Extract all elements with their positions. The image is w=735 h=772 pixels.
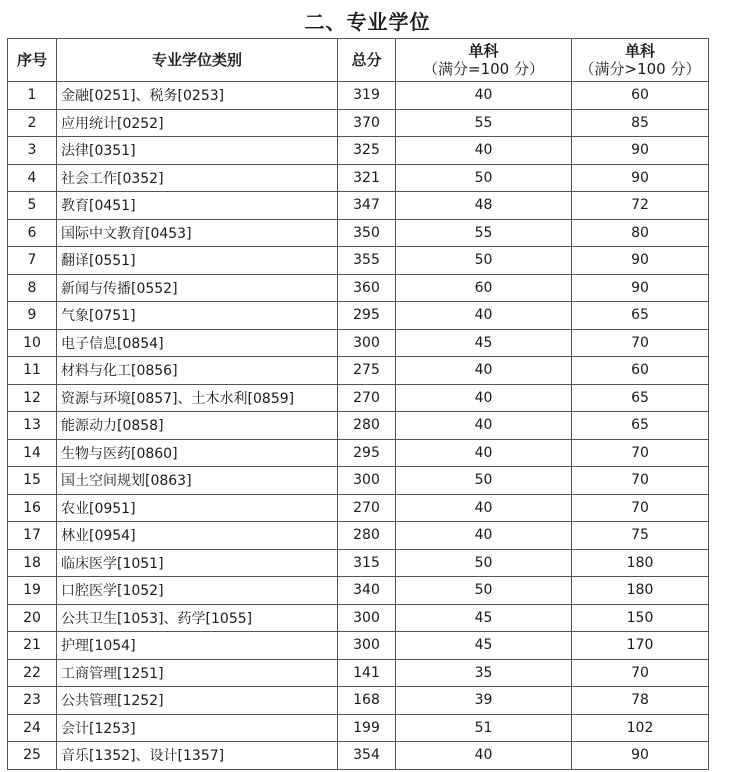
cell-single-100: 50	[396, 247, 572, 275]
table-row	[8, 82, 709, 110]
cell-seq: 19	[8, 577, 57, 605]
page-title: 二、专业学位	[304, 10, 431, 34]
cell-single-100: 35	[396, 659, 572, 687]
cell-single-100: 51	[396, 714, 572, 742]
cell-category: 能源动力[0858]	[57, 412, 338, 440]
cell-seq: 7	[8, 247, 57, 275]
table-header-row	[8, 39, 709, 82]
table-row	[8, 467, 709, 495]
table-row	[8, 302, 709, 330]
cell-total: 300	[338, 632, 396, 660]
cell-single-100: 48	[396, 192, 572, 220]
cell-single-100: 55	[396, 219, 572, 247]
cell-single-100: 40	[396, 82, 572, 110]
cell-single-gt100: 78	[572, 687, 709, 715]
cell-category: 生物与医药[0860]	[57, 439, 338, 467]
table-row	[8, 577, 709, 605]
cell-total: 370	[338, 109, 396, 137]
cell-single-100: 40	[396, 439, 572, 467]
table-row	[8, 549, 709, 577]
table-row	[8, 687, 709, 715]
cell-seq: 10	[8, 329, 57, 357]
cell-total: 280	[338, 412, 396, 440]
cell-total: 280	[338, 522, 396, 550]
cell-total: 360	[338, 274, 396, 302]
cell-total: 275	[338, 357, 396, 385]
cell-single-100: 40	[396, 742, 572, 770]
cell-total: 141	[338, 659, 396, 687]
cell-category: 林业[0954]	[57, 522, 338, 550]
cell-seq: 18	[8, 549, 57, 577]
cell-single-gt100: 90	[572, 137, 709, 165]
cell-seq: 23	[8, 687, 57, 715]
table-row	[8, 742, 709, 770]
cell-seq: 6	[8, 219, 57, 247]
cell-single-100: 40	[396, 412, 572, 440]
cell-seq: 24	[8, 714, 57, 742]
cell-single-100: 50	[396, 577, 572, 605]
cell-single-gt100: 180	[572, 549, 709, 577]
cell-total: 319	[338, 82, 396, 110]
cell-category: 国际中文教育[0453]	[57, 219, 338, 247]
cell-seq: 12	[8, 384, 57, 412]
cell-seq: 11	[8, 357, 57, 385]
cell-single-100: 40	[396, 302, 572, 330]
table-row	[8, 412, 709, 440]
cell-single-100: 40	[396, 494, 572, 522]
cell-single-gt100: 60	[572, 82, 709, 110]
cell-seq: 4	[8, 164, 57, 192]
cell-total: 270	[338, 384, 396, 412]
cell-single-gt100: 90	[572, 274, 709, 302]
table-row	[8, 247, 709, 275]
cell-single-gt100: 72	[572, 192, 709, 220]
cell-category: 气象[0751]	[57, 302, 338, 330]
table-row	[8, 632, 709, 660]
cell-total: 350	[338, 219, 396, 247]
cell-single-gt100: 102	[572, 714, 709, 742]
cell-single-100: 39	[396, 687, 572, 715]
cell-category: 农业[0951]	[57, 494, 338, 522]
cell-total: 168	[338, 687, 396, 715]
cell-seq: 21	[8, 632, 57, 660]
header-single-100-line1: 单科	[468, 42, 499, 60]
cell-seq: 9	[8, 302, 57, 330]
cell-category: 金融[0251]、税务[0253]	[57, 82, 338, 110]
cell-total: 295	[338, 439, 396, 467]
cell-single-100: 40	[396, 137, 572, 165]
cell-category: 公共卫生[1053]、药学[1055]	[57, 604, 338, 632]
cell-single-gt100: 70	[572, 439, 709, 467]
cell-seq: 15	[8, 467, 57, 495]
table-row	[8, 274, 709, 302]
cell-category: 电子信息[0854]	[57, 329, 338, 357]
cell-single-gt100: 85	[572, 109, 709, 137]
cell-single-100: 60	[396, 274, 572, 302]
table-body	[8, 82, 709, 770]
table-row	[8, 494, 709, 522]
cell-single-gt100: 75	[572, 522, 709, 550]
cell-seq: 17	[8, 522, 57, 550]
cell-total: 321	[338, 164, 396, 192]
cell-category: 国土空间规划[0863]	[57, 467, 338, 495]
cell-seq: 13	[8, 412, 57, 440]
cell-single-100: 40	[396, 357, 572, 385]
cell-single-gt100: 65	[572, 384, 709, 412]
table-row	[8, 219, 709, 247]
table-row	[8, 439, 709, 467]
cell-single-100: 45	[396, 329, 572, 357]
cell-single-100: 50	[396, 164, 572, 192]
cell-seq: 3	[8, 137, 57, 165]
cell-total: 300	[338, 467, 396, 495]
cell-single-100: 55	[396, 109, 572, 137]
cell-category: 会计[1253]	[57, 714, 338, 742]
cell-category: 材料与化工[0856]	[57, 357, 338, 385]
cell-category: 新闻与传播[0552]	[57, 274, 338, 302]
cell-single-gt100: 90	[572, 164, 709, 192]
cell-total: 300	[338, 604, 396, 632]
cell-single-100: 40	[396, 522, 572, 550]
cell-single-gt100: 90	[572, 742, 709, 770]
cell-seq: 16	[8, 494, 57, 522]
header-total: 总分	[338, 39, 396, 82]
cell-category: 社会工作[0352]	[57, 164, 338, 192]
header-seq: 序号	[8, 39, 57, 82]
table-row	[8, 357, 709, 385]
cell-total: 347	[338, 192, 396, 220]
table-row	[8, 329, 709, 357]
cell-category: 音乐[1352]、设计[1357]	[57, 742, 338, 770]
cell-seq: 25	[8, 742, 57, 770]
cell-category: 口腔医学[1052]	[57, 577, 338, 605]
header-single-gt100-line1: 单科	[624, 42, 655, 60]
cell-single-100: 50	[396, 549, 572, 577]
cell-single-100: 45	[396, 604, 572, 632]
cell-category: 教育[0451]	[57, 192, 338, 220]
header-single-100	[396, 39, 572, 82]
cell-single-gt100: 170	[572, 632, 709, 660]
cell-single-gt100: 80	[572, 219, 709, 247]
cell-seq: 22	[8, 659, 57, 687]
cell-total: 355	[338, 247, 396, 275]
cell-seq: 2	[8, 109, 57, 137]
cell-total: 340	[338, 577, 396, 605]
cell-single-gt100: 180	[572, 577, 709, 605]
cell-total: 295	[338, 302, 396, 330]
table-row	[8, 109, 709, 137]
cell-single-gt100: 70	[572, 659, 709, 687]
cell-single-gt100: 65	[572, 302, 709, 330]
cell-single-100: 40	[396, 384, 572, 412]
cell-total: 354	[338, 742, 396, 770]
table-row	[8, 384, 709, 412]
header-category: 专业学位类别	[57, 39, 338, 82]
cell-category: 公共管理[1252]	[57, 687, 338, 715]
header-single-gt100	[572, 39, 709, 82]
cell-total: 199	[338, 714, 396, 742]
cell-total: 300	[338, 329, 396, 357]
cell-single-gt100: 150	[572, 604, 709, 632]
cell-category: 应用统计[0252]	[57, 109, 338, 137]
cell-seq: 1	[8, 82, 57, 110]
cell-total: 325	[338, 137, 396, 165]
cell-seq: 5	[8, 192, 57, 220]
header-single-100-line2: （满分=100 分）	[423, 60, 544, 78]
table-row	[8, 137, 709, 165]
cell-single-gt100: 90	[572, 247, 709, 275]
cell-single-100: 45	[396, 632, 572, 660]
cell-single-gt100: 70	[572, 329, 709, 357]
cell-category: 资源与环境[0857]、土木水利[0859]	[57, 384, 338, 412]
table-row	[8, 192, 709, 220]
cell-category: 法律[0351]	[57, 137, 338, 165]
table-row	[8, 714, 709, 742]
cell-category: 工商管理[1251]	[57, 659, 338, 687]
cell-seq: 8	[8, 274, 57, 302]
score-table	[7, 38, 709, 770]
cell-total: 315	[338, 549, 396, 577]
cell-single-gt100: 70	[572, 467, 709, 495]
cell-category: 临床医学[1051]	[57, 549, 338, 577]
cell-single-gt100: 60	[572, 357, 709, 385]
table-row	[8, 164, 709, 192]
cell-total: 270	[338, 494, 396, 522]
cell-single-gt100: 70	[572, 494, 709, 522]
cell-category: 护理[1054]	[57, 632, 338, 660]
table-row	[8, 522, 709, 550]
cell-single-gt100: 65	[572, 412, 709, 440]
header-single-gt100-line2: （满分>100 分）	[579, 60, 701, 78]
cell-seq: 20	[8, 604, 57, 632]
table-row	[8, 604, 709, 632]
cell-category: 翻译[0551]	[57, 247, 338, 275]
cell-seq: 14	[8, 439, 57, 467]
cell-single-100: 50	[396, 467, 572, 495]
table-row	[8, 659, 709, 687]
